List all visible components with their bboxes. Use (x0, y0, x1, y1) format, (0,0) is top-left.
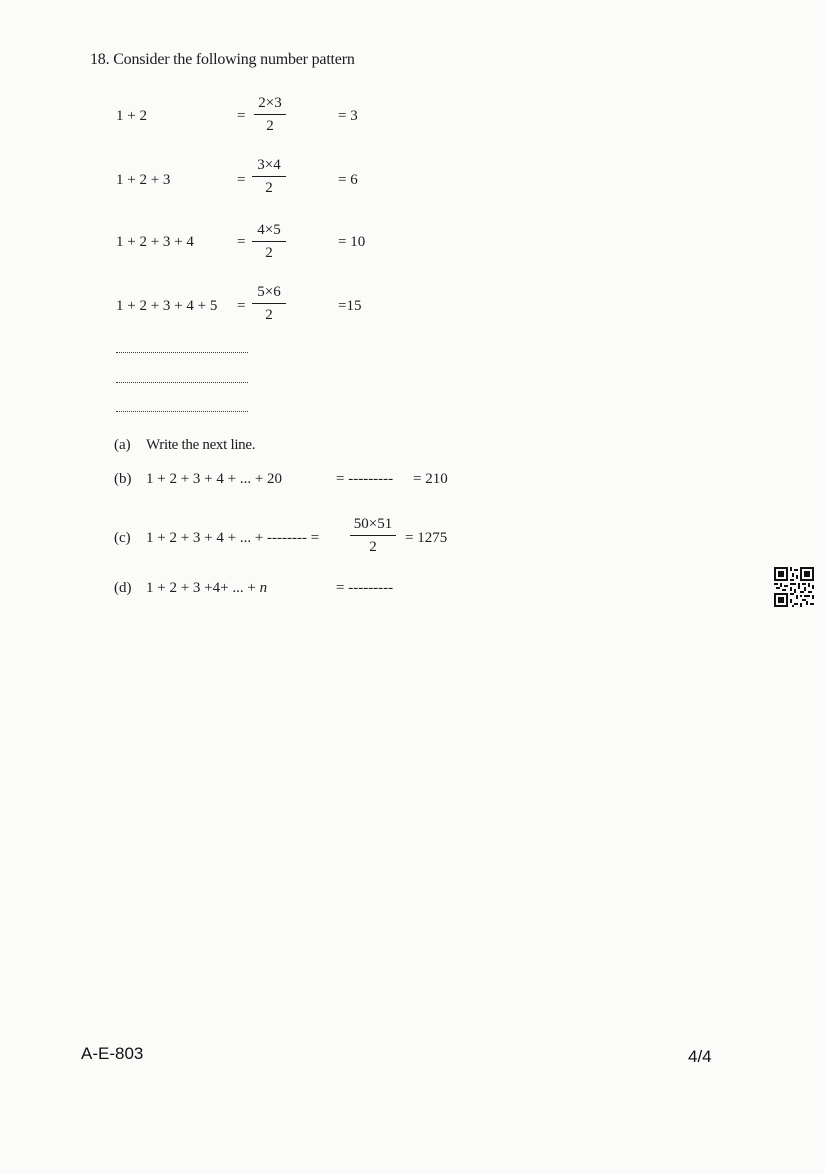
pattern-row-3-equals: = (237, 234, 246, 250)
part-b-blank: = --------- (336, 471, 394, 487)
fraction-bar (252, 176, 286, 177)
part-b-expression: 1 + 2 + 3 + 4 + ... + 20 (146, 471, 283, 487)
fraction-bar (252, 241, 286, 242)
fraction-numerator: 50×51 (353, 516, 393, 532)
pattern-row-2-lhs: 1 + 2 + 3 (116, 172, 171, 188)
dotted-line-3 (116, 411, 248, 412)
variable-n: n (259, 580, 268, 596)
fraction-numerator: 2×3 (258, 95, 282, 111)
part-d-label: (d) (114, 580, 132, 596)
fraction-bar (254, 114, 286, 115)
pattern-row-4-fraction (252, 283, 286, 324)
dotted-line-2 (116, 382, 248, 383)
part-c-result: = 1275 (405, 530, 448, 546)
pattern-row-1-lhs: 1 + 2 (116, 108, 147, 124)
part-a-label: (a) (114, 437, 131, 453)
fraction-denominator: 2 (369, 539, 377, 555)
pattern-row-1-result: = 3 (338, 108, 358, 124)
part-c-expression: 1 + 2 + 3 + 4 + ... + -------- = (146, 530, 320, 546)
question-title: 18. Consider the following number pattern (90, 51, 355, 68)
pattern-row-3-fraction (252, 221, 286, 262)
pattern-row-3-lhs: 1 + 2 + 3 + 4 (116, 234, 194, 250)
pattern-row-2-result: = 6 (338, 172, 358, 188)
part-c-fraction (350, 515, 396, 556)
pattern-row-4-result: =15 (338, 298, 362, 314)
fraction-numerator: 4×5 (257, 222, 281, 238)
fraction-numerator: 5×6 (257, 284, 281, 300)
part-d-blank: = --------- (336, 580, 394, 596)
fraction-bar (350, 535, 396, 536)
part-b-label: (b) (114, 471, 132, 487)
part-d-expression: 1 + 2 + 3 +4+ ... + n (146, 580, 268, 596)
pattern-row-1-equals: = (237, 108, 246, 124)
part-a-text: Write the next line. (146, 437, 256, 453)
fraction-denominator: 2 (265, 245, 273, 261)
page-number: 4/4 (688, 1047, 712, 1066)
paper-code: A-E-803 (81, 1044, 144, 1063)
pattern-row-3-result: = 10 (338, 234, 366, 250)
pattern-row-2-equals: = (237, 172, 246, 188)
fraction-denominator: 2 (265, 180, 273, 196)
part-c-label: (c) (114, 530, 131, 546)
part-b-result: = 210 (413, 471, 448, 487)
fraction-denominator: 2 (266, 118, 274, 134)
dotted-line-1 (116, 352, 248, 353)
pattern-row-4-lhs: 1 + 2 + 3 + 4 + 5 (116, 298, 218, 314)
fraction-bar (252, 303, 286, 304)
qr-code-icon (774, 567, 814, 607)
fraction-numerator: 3×4 (257, 157, 281, 173)
pattern-row-4-equals: = (237, 298, 246, 314)
pattern-row-1-fraction (254, 94, 286, 135)
pattern-row-2-fraction (252, 156, 286, 197)
fraction-denominator: 2 (265, 307, 273, 323)
